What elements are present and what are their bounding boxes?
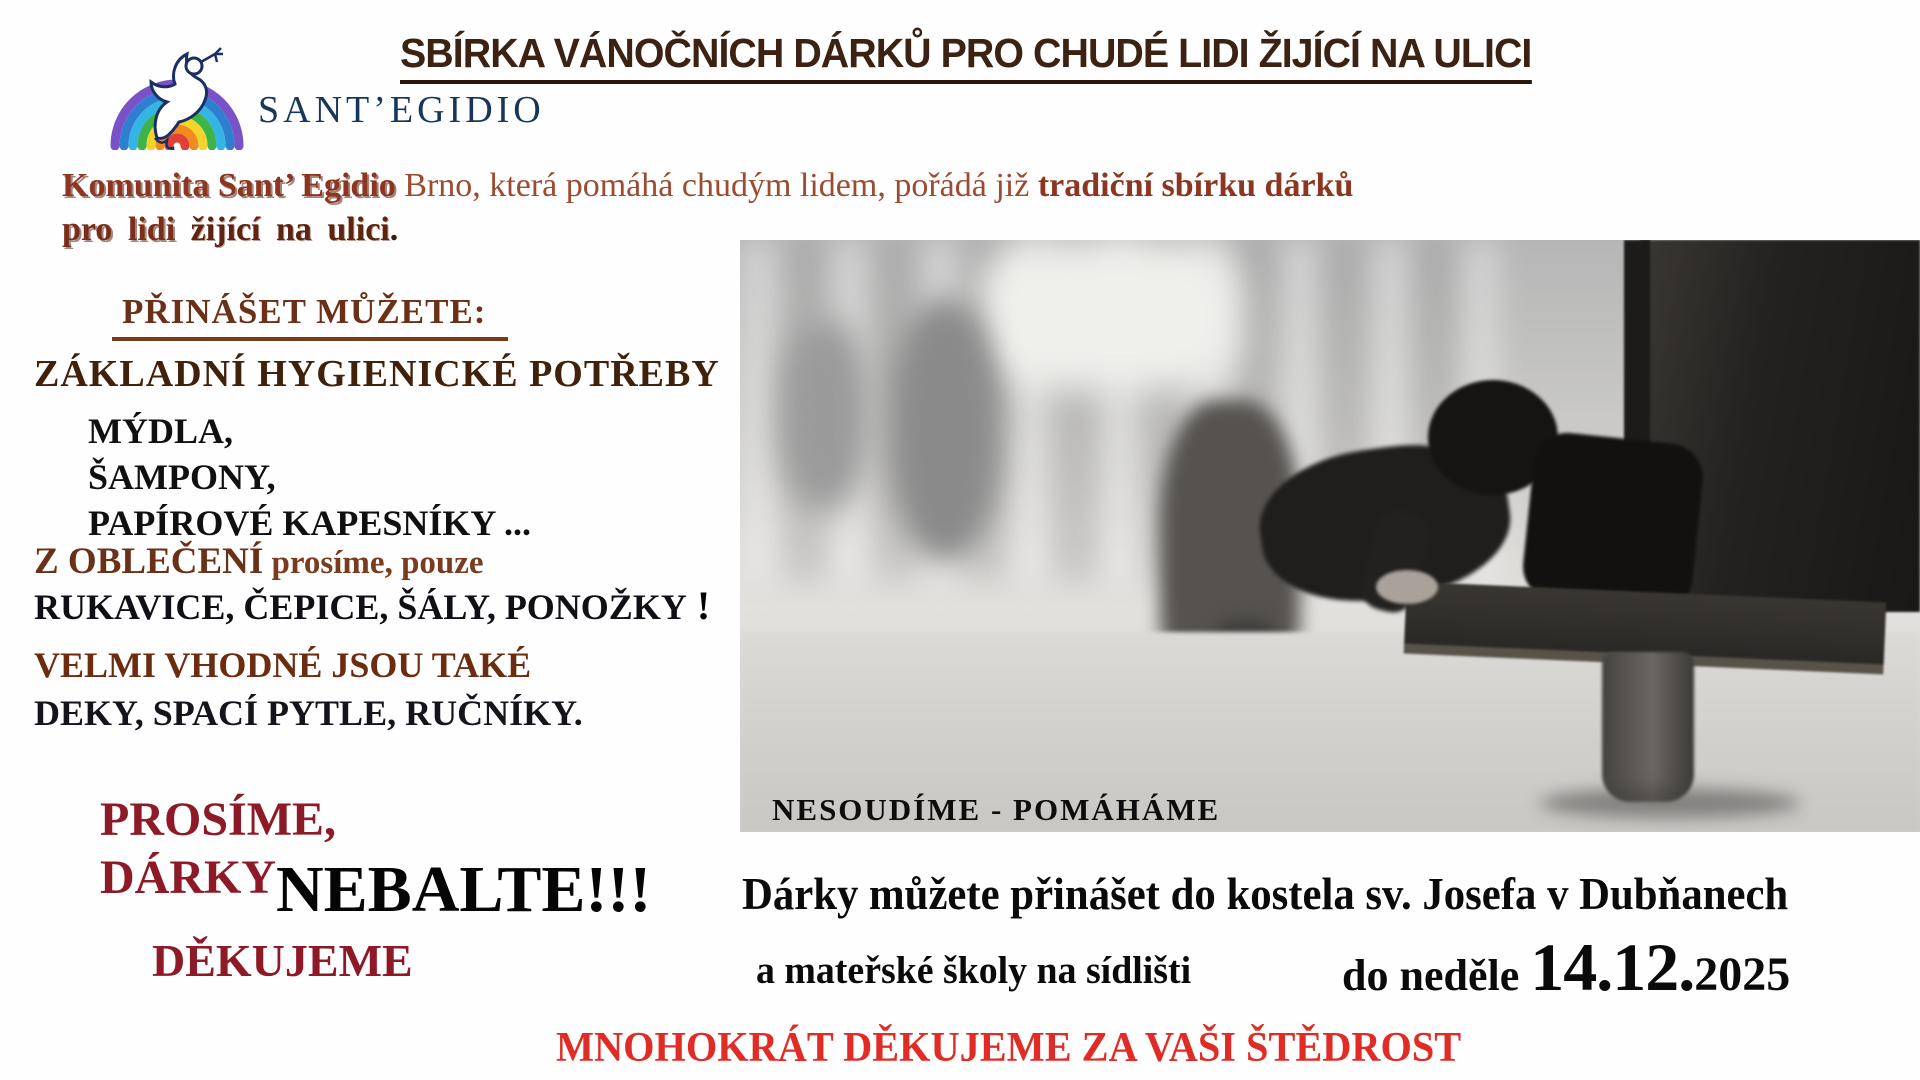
photo-person-hand [1376,570,1438,604]
intro-line2-lead: pro lidi [62,211,191,248]
plea-dekujeme: DĚKUJEME [152,935,413,986]
deadline-date: 14.12. [1530,929,1695,1005]
photo-passerby-blur [780,320,870,510]
plea-prosime: PROSÍME, [100,793,337,846]
clothing-items-text: RUKAVICE, ČEPICE, ŠÁLY, PONOŽKY [34,587,687,627]
intro-text-mid: Brno, která pomáhá chudým lidem, pořádá již [395,167,1038,204]
also-suitable-items: DEKY, SPACÍ PYTLE, RUČNÍKY. [34,693,583,733]
intro-line1 [62,164,1562,208]
deadline-year: 2025 [1694,948,1791,1001]
list-item: MÝDLA, [88,411,233,451]
intro-bold-lead: Komunita Sant’ Egidio [62,167,396,204]
photo-bench-leg [1602,652,1694,802]
intro-line2-bold: žijící na ulici [190,211,390,248]
clothing-note: prosíme, pouze [263,545,484,581]
photo-bench-shadow [1540,788,1800,818]
photo-light-patch [980,240,1240,390]
list-item: ŠAMPONY, [88,457,276,497]
footer-thanks: MNOHOKRÁT DĚKUJEME ZA VAŠI ŠTĚDROST [556,1025,1462,1071]
bring-heading: PŘINÁŠET MŮŽETE: [112,292,508,341]
homeless-person-photo [740,240,1920,832]
delivery-line2: a mateřské školy na sídlišti [756,949,1192,992]
clothing-exclaim: ! [696,583,711,628]
clothing-title: Z OBLEČENÍ [34,541,264,582]
also-suitable-title: VELMI VHODNÉ JSOU TAKÉ [34,645,532,685]
hygiene-items-list [88,408,531,546]
deadline-prefix: do neděle [1342,951,1531,1000]
dove-rainbow-logo-icon [100,38,260,150]
hygiene-title: ZÁKLADNÍ HYGIENICKÉ POTŘEBY [34,353,720,395]
intro-line2-period: . [389,211,399,248]
photo-backpack [1520,430,1707,615]
intro-bold-tail: tradiční sbírku dárků [1037,167,1354,204]
intro-paragraph [62,164,1562,252]
delivery-line1: Dárky můžete přinášet do kostela sv. Josefa v Dubňanech [742,869,1789,919]
plea-nebalte: NEBALTE!!! [276,853,652,926]
photo-passerby-blur [890,300,1000,560]
list-item: PAPÍROVÉ KAPESNÍKY ... [88,503,532,543]
clothing-heading [34,540,484,583]
photo-caption: NESOUDÍME - POMÁHÁME [772,792,1221,827]
logo-wordmark: SANT’EGIDIO [258,89,545,131]
plea-darky: DÁRKY [100,851,276,904]
page-title: SBÍRKA VÁNOČNÍCH DÁRKŮ PRO CHUDÉ LIDI ŽIJÍCÍ NA ULICI [400,30,1531,84]
clothing-items [34,582,710,629]
deadline [1342,928,1790,1007]
